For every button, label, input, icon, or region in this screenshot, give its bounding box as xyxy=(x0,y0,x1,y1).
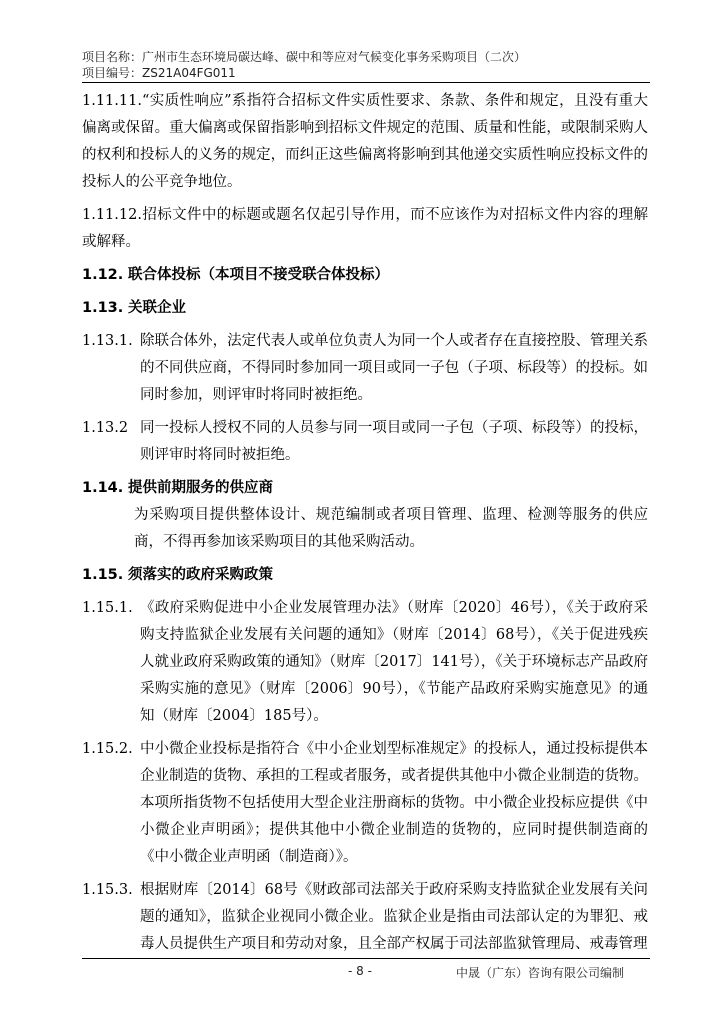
page-number: - 8 - xyxy=(348,964,372,978)
clause-1-15-2 xyxy=(82,736,648,871)
footer-company: 中晟（广东）咨询有限公司编制 xyxy=(456,966,625,980)
clause-1-13-2 xyxy=(82,415,648,469)
clause-number: 1.15.1. xyxy=(82,600,133,616)
clause-text: 根据财库〔2014〕68号《财政部司法部关于政府采购支持监狱企业发展有关问题的通知》，监狱企业视同小微企业。监狱企业是指由司法部认定的为罪犯、戒毒人员提供生产项目和劳动对象，且全部产权属于司法部监狱管理局、戒毒管理 xyxy=(140,882,648,952)
clause-text: 同一投标人授权不同的人员参与同一项目或同一子包（子项、标段等）的投标，则评审时将同时被拒绝。 xyxy=(140,420,648,463)
section-heading-1-12 xyxy=(82,262,648,289)
section-heading-1-13 xyxy=(82,295,648,322)
section-number: 1.12. xyxy=(82,267,124,283)
header-project-name: 项目名称：广州市生态环境局碳达峰、碳中和等应对气候变化事务采购项目（二次） xyxy=(82,50,527,64)
clause-1-15-3 xyxy=(82,877,648,958)
clause-1-14-text: 为采购项目提供整体设计、规范编制或者项目管理、监理、检测等服务的供应商，不得再参加该采购项目的其他采购活动。 xyxy=(134,507,648,550)
section-title: 提供前期服务的供应商 xyxy=(128,480,273,496)
clause-1-13-1 xyxy=(82,328,648,409)
clause-number: 1.15.3. xyxy=(82,882,133,898)
footer-divider xyxy=(82,958,650,959)
clause-1-11-11: 1.11.11.“实质性响应”系指符合招标文件实质性要求、条款、条件和规定，且没有重大偏离或保留。重大偏离或保留指影响到招标文件规定的范围、质量和性能，或限制采购人的权利和投标人的义务的规定，而纠正这些偏离将影响到其他递交实质性响应投标文件的投标人的公平竞争地位。 xyxy=(82,93,648,190)
clause-text: 中小微企业投标是指符合《中小企业划型标准规定》的投标人，通过投标提供本企业制造的货物、承担的工程或者服务，或者提供其他中小微企业制造的货物。本项所指货物不包括使用大型企业注册商标的货物。中小微企业投标应提供《中小微企业声明函》；提供其他中小微企业制造的货物的，应同时提供制造商的《中小微企业声明函（制造商）》。 xyxy=(140,741,648,865)
section-number: 1.13. xyxy=(82,300,124,316)
header-project-code: 项目编号：ZS21A04FG011 xyxy=(82,66,236,80)
section-title: 须落实的政府采购政策 xyxy=(128,567,273,583)
clause-1-11-12: 1.11.12.招标文件中的标题或题名仅起引导作用，而不应该作为对招标文件内容的理解或解释。 xyxy=(82,207,648,250)
clause-text: 《政府采购促进中小企业发展管理办法》（财库〔2020〕46号），《关于政府采购支持监狱企业发展有关问题的通知》（财库〔2014〕68号），《关于促进残疾人就业政府采购政策的通知》（财库〔2017〕141号），《关于环境标志产品政府采购实施的意见》（财库〔2006〕90号），《节能产品政府采购实施意见》的通知（财库〔2004〕185号）。 xyxy=(140,600,648,724)
section-title: 联合体投标（本项目不接受联合体投标） xyxy=(128,267,389,283)
header-divider xyxy=(82,82,650,83)
section-number: 1.14. xyxy=(82,480,124,496)
section-number: 1.15. xyxy=(82,567,124,583)
clause-1-15-1 xyxy=(82,595,648,730)
section-heading-1-14 xyxy=(82,475,648,502)
clause-number: 1.15.2. xyxy=(82,741,133,757)
clause-number: 1.13.2 xyxy=(82,420,129,436)
section-title: 关联企业 xyxy=(128,300,186,316)
page-body xyxy=(82,88,648,958)
clause-number: 1.13.1. xyxy=(82,333,133,349)
section-heading-1-15 xyxy=(82,562,648,589)
clause-text: 除联合体外，法定代表人或单位负责人为同一个人或者存在直接控股、管理关系的不同供应商，不得同时参加同一项目或同一子包（子项、标段等）的投标。如同时参加，则评审时将同时被拒绝。 xyxy=(140,333,648,403)
